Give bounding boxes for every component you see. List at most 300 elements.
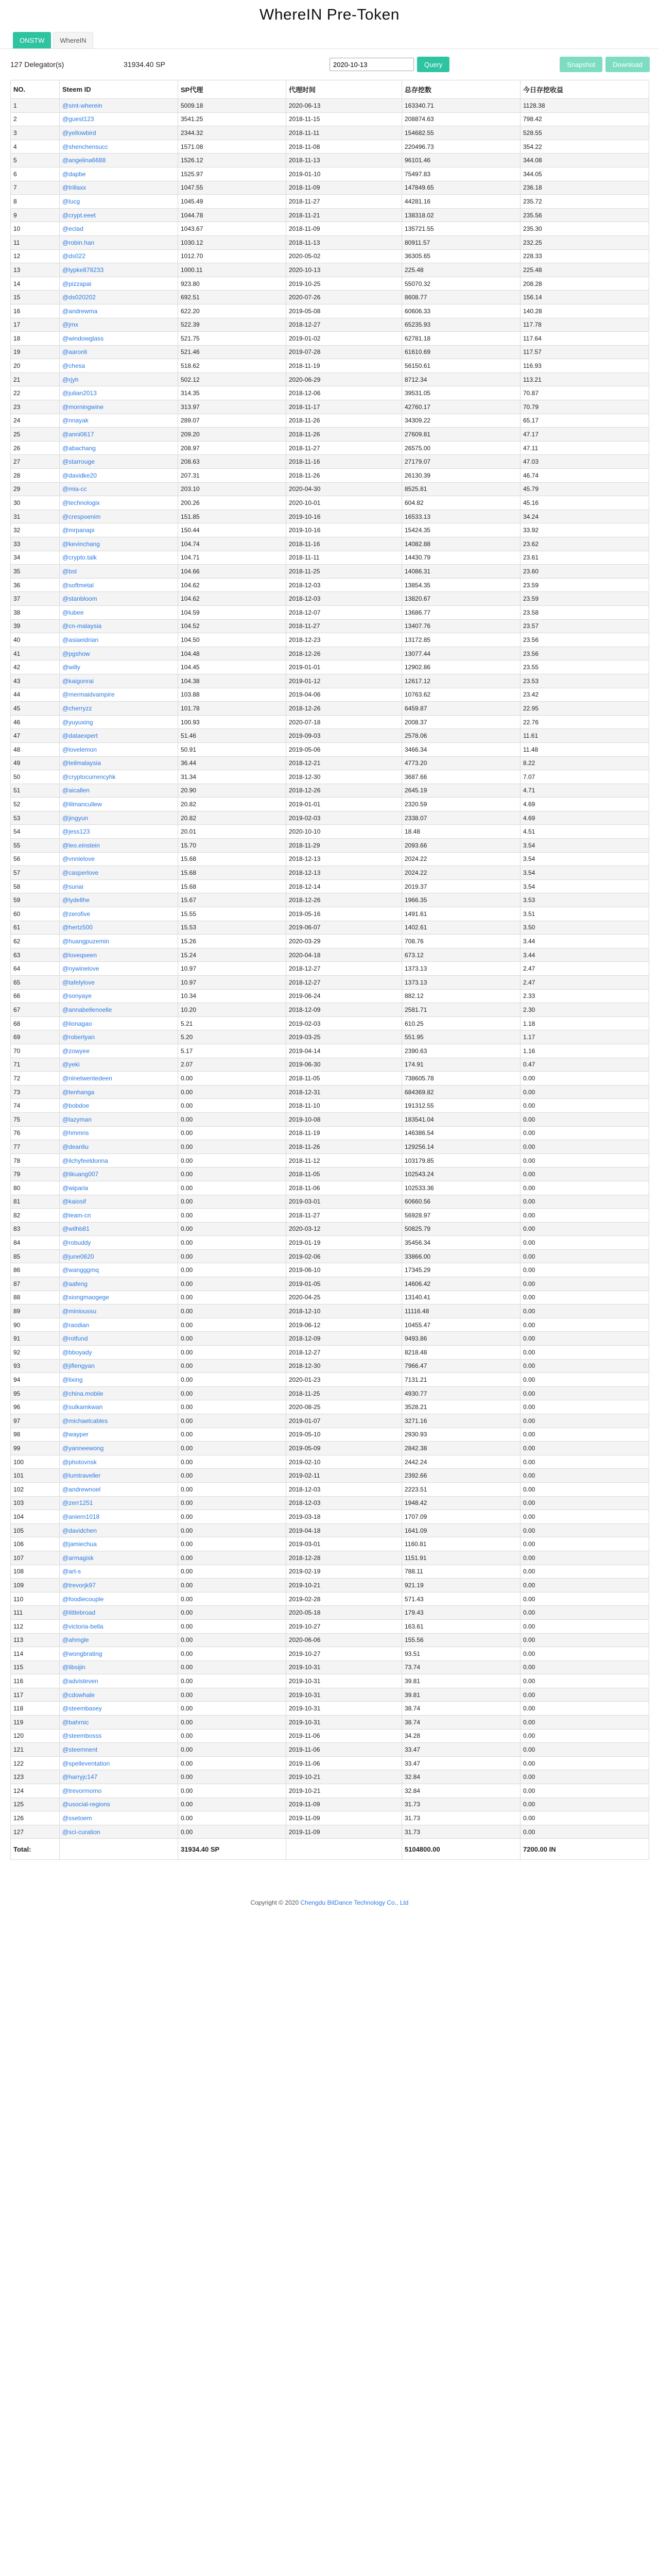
cell-row-number: 68	[11, 1016, 60, 1030]
steem-id-link[interactable]: @pgshow	[62, 650, 90, 657]
cell-row-number: 46	[11, 715, 60, 729]
export-buttons	[557, 57, 650, 72]
steem-id-link[interactable]: @jingyun	[62, 814, 89, 822]
cell-sp-delegated: 1043.67	[178, 222, 286, 236]
download-button[interactable]: Download	[605, 57, 650, 72]
steem-id-link[interactable]: @lucg	[62, 197, 80, 205]
steem-id-link[interactable]: @wongbrating	[62, 1650, 102, 1657]
cell-sp-delegated: 0.00	[178, 1510, 286, 1524]
cell-today-reward: 4.69	[521, 811, 649, 825]
cell-delegation-date: 2018-12-13	[286, 866, 402, 880]
cell-row-number: 84	[11, 1236, 60, 1250]
steem-id-link[interactable]: @guest123	[62, 115, 94, 123]
steem-id-link[interactable]: @starrouge	[62, 458, 95, 466]
steem-id-link[interactable]: @teilmalaysia	[62, 759, 101, 767]
steem-id-link[interactable]: @andrewma	[62, 307, 98, 315]
cell-row-number: 57	[11, 866, 60, 880]
cell-row-number: 97	[11, 1414, 60, 1428]
steem-id-link[interactable]: @yanneewong	[62, 1444, 104, 1452]
steem-id-link[interactable]: @ilchyfeeldonna	[62, 1157, 108, 1164]
cell-delegation-date: 2019-10-27	[286, 1647, 402, 1661]
delegator-table	[10, 80, 649, 1860]
cell-steem-id-link	[60, 1099, 178, 1113]
table-row	[11, 578, 649, 592]
steem-id-link[interactable]: @vnnielove	[62, 855, 95, 863]
cell-sp-delegated: 103.88	[178, 688, 286, 702]
steem-id-link[interactable]: @armagisk	[62, 1554, 94, 1562]
company-link[interactable]: Chengdu BitDance Technology Co., Ltd	[300, 1899, 409, 1907]
tab-onstw[interactable]: ONSTW	[13, 32, 51, 48]
steem-id-link[interactable]: @bahrnic	[62, 1718, 89, 1726]
total-today: 7200.00 IN	[521, 1839, 649, 1860]
cell-row-number: 96	[11, 1400, 60, 1414]
cell-steem-id-link	[60, 1332, 178, 1346]
steem-id-link[interactable]: @willy	[62, 664, 80, 671]
tab-wherein[interactable]: WhereIN	[53, 32, 93, 48]
cell-today-reward: 0.00	[521, 1551, 649, 1565]
steem-id-link[interactable]: @davidchen	[62, 1527, 97, 1534]
cell-steem-id-link	[60, 962, 178, 976]
steem-id-link[interactable]: @robuddy	[62, 1239, 91, 1247]
cell-today-reward: 0.00	[521, 1386, 649, 1400]
steem-id-link[interactable]: @stanbloom	[62, 595, 97, 603]
cell-delegation-date: 2019-05-09	[286, 1442, 402, 1455]
table-row	[11, 126, 649, 140]
page-header	[0, 0, 659, 30]
cell-sp-delegated: 0.00	[178, 1167, 286, 1181]
cell-steem-id-link	[60, 482, 178, 496]
steem-id-link[interactable]: @annabellenoelle	[62, 1006, 112, 1013]
steem-id-link[interactable]: @julian2013	[62, 389, 97, 397]
steem-id-link[interactable]: @jiflengyan	[62, 1362, 95, 1370]
cell-total-mined: 36305.65	[402, 249, 521, 263]
cell-total-mined: 13172.85	[402, 633, 521, 647]
steem-id-link[interactable]: @huangpuzemin	[62, 938, 109, 945]
steem-id-link[interactable]: @sunai	[62, 883, 83, 890]
cell-total-mined: 2581.71	[402, 1003, 521, 1017]
cell-steem-id-link	[60, 1756, 178, 1770]
steem-id-link[interactable]: @likuang007	[62, 1171, 99, 1178]
cell-steem-id-link	[60, 1304, 178, 1318]
cell-delegation-date: 2018-11-05	[286, 1072, 402, 1086]
cell-steem-id-link	[60, 592, 178, 606]
cell-delegation-date: 2019-11-06	[286, 1743, 402, 1757]
steem-id-link[interactable]: @dataexpert	[62, 732, 98, 740]
cell-steem-id-link	[60, 318, 178, 332]
cell-steem-id-link	[60, 1414, 178, 1428]
cell-sp-delegated: 0.00	[178, 1537, 286, 1551]
steem-id-link[interactable]: @rjyh	[62, 376, 79, 383]
steem-id-link[interactable]: @tafelylove	[62, 978, 95, 986]
steem-id-link[interactable]: @windowglass	[62, 334, 104, 342]
cell-sp-delegated: 0.00	[178, 1126, 286, 1140]
cell-today-reward: 0.00	[521, 1085, 649, 1099]
steem-id-link[interactable]: @yeki	[62, 1061, 80, 1069]
cell-sp-delegated: 200.26	[178, 496, 286, 510]
table-header-row	[11, 80, 649, 99]
cell-delegation-date: 2018-11-11	[286, 551, 402, 565]
steem-id-link[interactable]: @advisteven	[62, 1677, 98, 1685]
cell-sp-delegated: 0.00	[178, 1112, 286, 1126]
cell-sp-delegated: 0.00	[178, 1346, 286, 1360]
steem-id-link[interactable]: @cherryzz	[62, 704, 92, 712]
cell-today-reward: 798.42	[521, 112, 649, 126]
cell-today-reward: 528.55	[521, 126, 649, 140]
steem-id-link[interactable]: @dapbe	[62, 170, 86, 178]
steem-id-link[interactable]: @libsijin	[62, 1664, 85, 1671]
steem-id-link[interactable]: @lionagao	[62, 1020, 92, 1027]
table-row	[11, 770, 649, 784]
steem-id-link[interactable]: @nywinelove	[62, 965, 99, 973]
cell-steem-id-link	[60, 1058, 178, 1072]
steem-id-link[interactable]: @foodiecouple	[62, 1595, 104, 1603]
cell-delegation-date: 2019-02-19	[286, 1565, 402, 1579]
steem-id-link[interactable]: @trevorjk97	[62, 1581, 96, 1589]
steem-id-link[interactable]: @lazyman	[62, 1115, 92, 1123]
cell-delegation-date: 2018-12-07	[286, 605, 402, 619]
date-input[interactable]	[330, 58, 414, 71]
steem-id-link[interactable]: @littlebroad	[62, 1609, 96, 1617]
cell-steem-id-link	[60, 469, 178, 483]
cell-row-number: 113	[11, 1633, 60, 1647]
cell-sp-delegated: 0.00	[178, 1592, 286, 1606]
cell-sp-delegated: 104.62	[178, 592, 286, 606]
cell-row-number: 66	[11, 989, 60, 1003]
steem-id-link[interactable]: @raodian	[62, 1321, 90, 1329]
steem-id-link[interactable]: @loveqseen	[62, 951, 97, 959]
cell-total-mined: 1707.09	[402, 1510, 521, 1524]
cell-row-number: 83	[11, 1222, 60, 1236]
cell-total-mined: 96101.46	[402, 154, 521, 167]
steem-id-link[interactable]: @steemnent	[62, 1746, 98, 1754]
table-row	[11, 1551, 649, 1565]
table-row	[11, 1496, 649, 1510]
steem-id-link[interactable]: @softmetal	[62, 581, 94, 589]
steem-id-link[interactable]: @cryptocurrencyhk	[62, 773, 116, 781]
table-row	[11, 304, 649, 318]
tab-bar	[0, 30, 659, 49]
table-row	[11, 1140, 649, 1154]
cell-total-mined: 39531.05	[402, 386, 521, 400]
steem-id-link[interactable]: @yuyuxing	[62, 718, 93, 726]
cell-sp-delegated: 0.00	[178, 1318, 286, 1332]
cell-today-reward: 0.00	[521, 1606, 649, 1620]
cell-steem-id-link	[60, 1551, 178, 1565]
steem-id-link[interactable]: @cdowhale	[62, 1691, 95, 1699]
cell-today-reward: 0.00	[521, 1702, 649, 1716]
steem-id-link[interactable]: @lilmancullew	[62, 801, 102, 808]
cell-total-mined: 1491.61	[402, 907, 521, 921]
steem-id-link[interactable]: @aaronli	[62, 348, 88, 356]
steem-id-link[interactable]: @tenhanga	[62, 1088, 95, 1096]
cell-delegation-date: 2020-10-13	[286, 263, 402, 277]
cell-steem-id-link	[60, 222, 178, 236]
cell-steem-id-link	[60, 1770, 178, 1784]
steem-id-link[interactable]: @sulkamkwan	[62, 1403, 103, 1411]
cell-row-number: 35	[11, 565, 60, 579]
cell-today-reward: 23.59	[521, 592, 649, 606]
steem-id-link[interactable]: @trillaxx	[62, 184, 86, 192]
steem-id-link[interactable]: @zerr1251	[62, 1499, 93, 1507]
steem-id-link[interactable]: @photovnsk	[62, 1458, 97, 1466]
cell-steem-id-link	[60, 1030, 178, 1044]
cell-sp-delegated: 0.00	[178, 1072, 286, 1086]
table-row	[11, 1592, 649, 1606]
steem-id-link[interactable]: @rotfund	[62, 1335, 88, 1343]
cell-steem-id-link	[60, 537, 178, 551]
steem-id-link[interactable]: @harryjc147	[62, 1773, 98, 1781]
steem-id-link[interactable]: @hmmns	[62, 1129, 89, 1137]
cell-today-reward: 0.00	[521, 1784, 649, 1798]
steem-id-link[interactable]: @wilhb81	[62, 1225, 90, 1233]
cell-sp-delegated: 518.62	[178, 359, 286, 373]
cell-row-number: 23	[11, 400, 60, 414]
steem-id-link[interactable]: @crespoenim	[62, 513, 101, 520]
cell-delegation-date: 2019-03-01	[286, 1195, 402, 1209]
steem-id-link[interactable]: @june0620	[62, 1252, 94, 1260]
query-button[interactable]: Query	[417, 57, 449, 72]
steem-id-link[interactable]: @mrpanapi	[62, 527, 95, 534]
steem-id-link[interactable]: @ninetwentedeen	[62, 1074, 112, 1082]
steem-id-link[interactable]: @jamiechua	[62, 1540, 97, 1548]
steem-id-link[interactable]: @lypke878233	[62, 266, 104, 274]
cell-sp-delegated: 15.68	[178, 866, 286, 880]
cell-row-number: 121	[11, 1743, 60, 1757]
steem-id-link[interactable]: @nnayak	[62, 417, 89, 425]
cell-total-mined: 8712.34	[402, 372, 521, 386]
cell-today-reward: 0.00	[521, 1442, 649, 1455]
cell-delegation-date: 2018-11-26	[286, 428, 402, 442]
cell-sp-delegated: 15.55	[178, 907, 286, 921]
cell-total-mined: 12617.12	[402, 674, 521, 688]
cell-steem-id-link	[60, 414, 178, 428]
cell-today-reward: 23.57	[521, 619, 649, 633]
steem-id-link[interactable]: @crypto.talk	[62, 554, 97, 562]
cell-today-reward: 0.00	[521, 1565, 649, 1579]
cell-delegation-date: 2019-10-08	[286, 1112, 402, 1126]
steem-id-link[interactable]: @steembosss	[62, 1732, 102, 1740]
steem-id-link[interactable]: @wiparia	[62, 1184, 89, 1192]
cell-total-mined: 13077.44	[402, 647, 521, 660]
cell-delegation-date: 2019-11-06	[286, 1729, 402, 1743]
steem-id-link[interactable]: @jess123	[62, 828, 90, 836]
cell-sp-delegated: 0.00	[178, 1688, 286, 1702]
table-row	[11, 195, 649, 209]
cell-today-reward: 0.00	[521, 1825, 649, 1839]
steem-id-link[interactable]: @aafeng	[62, 1280, 88, 1287]
total-sp: 31934.40 SP	[178, 1839, 286, 1860]
col-header-total: 总存挖数	[402, 80, 521, 99]
cell-sp-delegated: 0.00	[178, 1209, 286, 1223]
steem-id-link[interactable]: @hertz500	[62, 924, 93, 931]
steem-id-link[interactable]: @sonyaye	[62, 992, 92, 1000]
steem-id-link[interactable]: @team-cn	[62, 1211, 91, 1219]
cell-delegation-date: 2019-04-14	[286, 1044, 402, 1058]
steem-id-link[interactable]: @spelleventation	[62, 1759, 110, 1767]
cell-total-mined: 571.43	[402, 1592, 521, 1606]
steem-id-link[interactable]: @asiaeidrian	[62, 636, 99, 643]
steem-id-link[interactable]: @zerofive	[62, 910, 91, 918]
cell-steem-id-link	[60, 907, 178, 921]
cell-total-mined: 3687.66	[402, 770, 521, 784]
steem-id-link[interactable]: @deanliu	[62, 1143, 89, 1150]
steem-id-link[interactable]: @ahmgle	[62, 1636, 89, 1644]
steem-id-link[interactable]: @aniern1018	[62, 1513, 100, 1520]
steem-id-link[interactable]: @cn-malaysia	[62, 622, 102, 630]
table-row	[11, 496, 649, 510]
cell-steem-id-link	[60, 1263, 178, 1277]
table-row	[11, 372, 649, 386]
steem-id-link[interactable]: @angelina6688	[62, 157, 106, 164]
steem-id-link[interactable]: @anni0617	[62, 431, 94, 438]
steem-id-link[interactable]: @robin.han	[62, 239, 95, 246]
table-row	[11, 537, 649, 551]
cell-row-number: 43	[11, 674, 60, 688]
cell-row-number: 56	[11, 852, 60, 866]
steem-id-link[interactable]: @mia-cc	[62, 485, 87, 493]
cell-steem-id-link	[60, 277, 178, 291]
snapshot-button[interactable]: Snapshot	[560, 57, 602, 72]
cell-total-mined: 882.12	[402, 989, 521, 1003]
cell-total-mined: 26130.39	[402, 469, 521, 483]
steem-id-link[interactable]: @bst	[62, 567, 77, 575]
cell-total-mined: 138318.02	[402, 208, 521, 222]
cell-sp-delegated: 15.67	[178, 893, 286, 907]
steem-id-link[interactable]: @lumtraveller	[62, 1472, 101, 1480]
steem-id-link[interactable]: @ds022	[62, 252, 85, 260]
cell-row-number: 64	[11, 962, 60, 976]
steem-id-link[interactable]: @trevormomo	[62, 1787, 102, 1794]
table-row	[11, 1702, 649, 1716]
cell-today-reward: 1.16	[521, 1044, 649, 1058]
cell-row-number: 100	[11, 1455, 60, 1469]
cell-row-number: 91	[11, 1332, 60, 1346]
cell-sp-delegated: 1525.97	[178, 167, 286, 181]
cell-steem-id-link	[60, 112, 178, 126]
steem-id-link[interactable]: @ssetoem	[62, 1815, 92, 1822]
table-row	[11, 1072, 649, 1086]
cell-delegation-date: 2019-06-07	[286, 921, 402, 935]
steem-id-link[interactable]: @kevinchang	[62, 540, 100, 548]
cell-row-number: 120	[11, 1729, 60, 1743]
steem-id-link[interactable]: @andrewnoel	[62, 1485, 101, 1493]
steem-id-link[interactable]: @robertyan	[62, 1033, 95, 1041]
cell-today-reward: 3.53	[521, 893, 649, 907]
steem-id-link[interactable]: @lubee	[62, 608, 84, 616]
steem-id-link[interactable]: @chesa	[62, 362, 85, 370]
steem-id-link[interactable]: @usocial-regions	[62, 1801, 110, 1808]
steem-id-link[interactable]: @leo.einstein	[62, 841, 100, 849]
steem-id-link[interactable]: @zowyee	[62, 1047, 90, 1055]
steem-id-link[interactable]: @shenchensucc	[62, 143, 108, 150]
steem-id-link[interactable]: @minioussu	[62, 1308, 97, 1315]
cell-today-reward: 0.00	[521, 1633, 649, 1647]
cell-row-number: 10	[11, 222, 60, 236]
steem-id-link[interactable]: @wayper	[62, 1431, 89, 1438]
cell-today-reward: 0.00	[521, 1373, 649, 1387]
cell-row-number: 107	[11, 1551, 60, 1565]
steem-id-link[interactable]: @lovelemon	[62, 745, 97, 753]
steem-id-link[interactable]: @smt-wherein	[62, 101, 102, 109]
cell-steem-id-link	[60, 1565, 178, 1579]
steem-id-link[interactable]: @lixing	[62, 1376, 83, 1384]
cell-today-reward: 4.71	[521, 784, 649, 798]
cell-steem-id-link	[60, 798, 178, 811]
cell-total-mined: 163.61	[402, 1619, 521, 1633]
table-row	[11, 660, 649, 674]
cell-total-mined: 80911.57	[402, 235, 521, 249]
cell-delegation-date: 2018-12-27	[286, 1346, 402, 1360]
steem-id-link[interactable]: @michaelcables	[62, 1417, 108, 1425]
cell-delegation-date: 2019-03-01	[286, 1537, 402, 1551]
steem-id-link[interactable]: @abachang	[62, 444, 96, 452]
cell-steem-id-link	[60, 1743, 178, 1757]
steem-id-link[interactable]: @ds020202	[62, 294, 96, 301]
cell-sp-delegated: 0.00	[178, 1181, 286, 1195]
cell-row-number: 15	[11, 291, 60, 304]
cell-total-mined: 33.47	[402, 1756, 521, 1770]
table-row	[11, 1647, 649, 1661]
steem-id-link[interactable]: @technologix	[62, 499, 100, 507]
steem-id-link[interactable]: @bboyady	[62, 1348, 92, 1356]
cell-total-mined: 2930.93	[402, 1428, 521, 1442]
steem-id-link[interactable]: @sci-curation	[62, 1828, 100, 1836]
steem-id-link[interactable]: @kaiosif	[62, 1198, 86, 1206]
steem-id-link[interactable]: @mermaidvampire	[62, 691, 115, 699]
steem-id-link[interactable]: @davidke20	[62, 471, 97, 479]
steem-id-link[interactable]: @casperlove	[62, 869, 99, 877]
cell-steem-id-link	[60, 1277, 178, 1291]
steem-id-link[interactable]: @lydellhe	[62, 896, 90, 904]
table-row	[11, 1030, 649, 1044]
steem-id-link[interactable]: @morningwine	[62, 403, 104, 411]
steem-id-link[interactable]: @xiongmaogege	[62, 1294, 109, 1301]
cell-sp-delegated: 104.74	[178, 537, 286, 551]
cell-today-reward: 0.00	[521, 1222, 649, 1236]
cell-row-number: 102	[11, 1482, 60, 1496]
cell-today-reward: 235.30	[521, 222, 649, 236]
steem-id-link[interactable]: @bobdoe	[62, 1102, 90, 1110]
table-row	[11, 1386, 649, 1400]
steem-id-link[interactable]: @wangggmq	[62, 1266, 99, 1274]
steem-id-link[interactable]: @steembasey	[62, 1705, 102, 1713]
cell-total-mined: 13686.77	[402, 605, 521, 619]
steem-id-link[interactable]: @jmx	[62, 321, 78, 329]
cell-today-reward: 3.51	[521, 907, 649, 921]
steem-id-link[interactable]: @pizzapai	[62, 280, 92, 287]
steem-id-link[interactable]: @victoria-bella	[62, 1622, 103, 1630]
steem-id-link[interactable]: @kaigonrai	[62, 677, 94, 685]
steem-id-link[interactable]: @china.mobile	[62, 1389, 103, 1397]
cell-delegation-date: 2019-05-06	[286, 742, 402, 756]
cell-today-reward: 23.61	[521, 551, 649, 565]
steem-id-link[interactable]: @crypt.eeet	[62, 211, 96, 219]
cell-delegation-date: 2018-11-09	[286, 222, 402, 236]
cell-today-reward: 0.00	[521, 1154, 649, 1167]
cell-row-number: 71	[11, 1058, 60, 1072]
steem-id-link[interactable]: @yellowbird	[62, 129, 96, 137]
cell-row-number: 14	[11, 277, 60, 291]
table-row	[11, 565, 649, 579]
table-row	[11, 674, 649, 688]
steem-id-link[interactable]: @eclad	[62, 225, 83, 233]
cell-sp-delegated: 3541.25	[178, 112, 286, 126]
steem-id-link[interactable]: @art-s	[62, 1568, 81, 1575]
steem-id-link[interactable]: @aicallen	[62, 787, 90, 794]
cell-today-reward: 3.50	[521, 921, 649, 935]
cell-total-mined: 33866.00	[402, 1249, 521, 1263]
cell-today-reward: 0.00	[521, 1619, 649, 1633]
